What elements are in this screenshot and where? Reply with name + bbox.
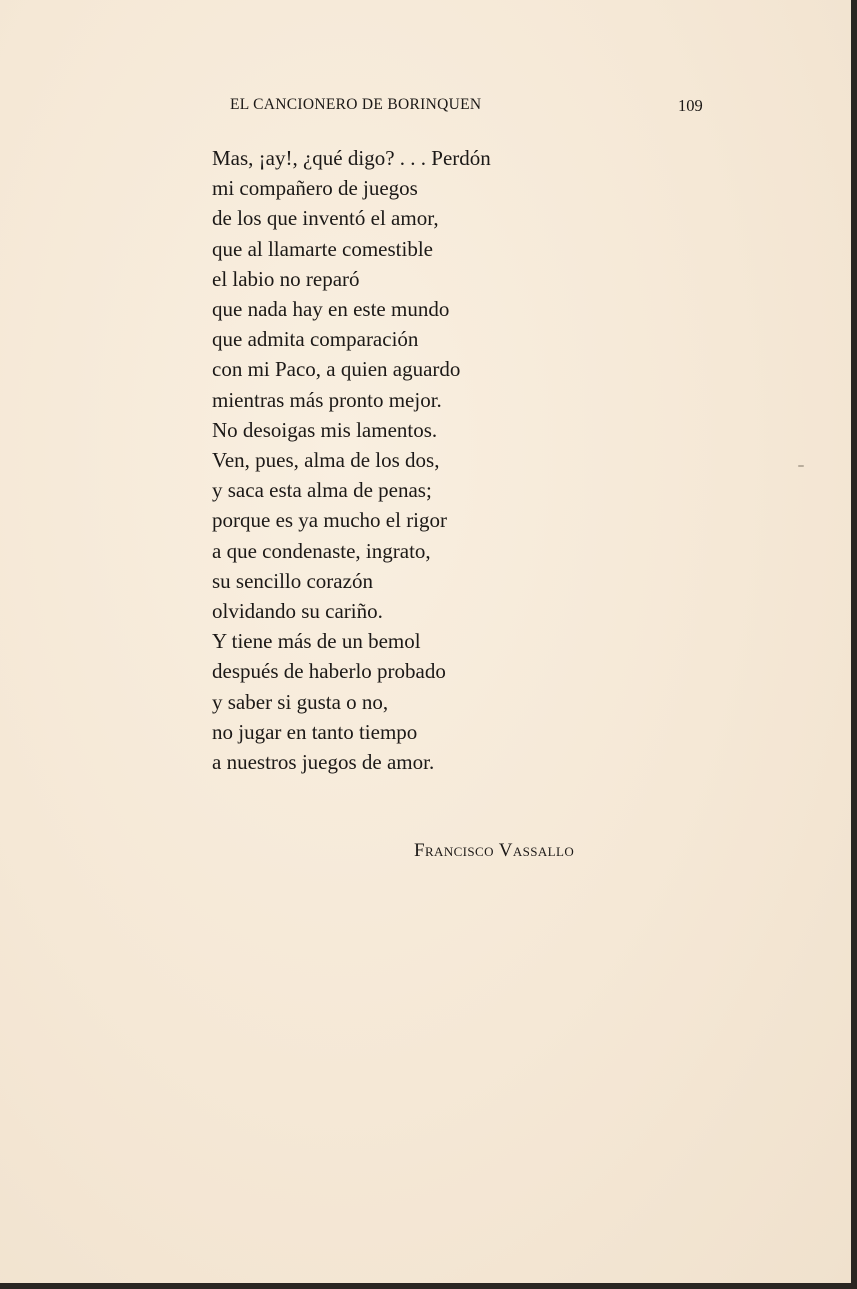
poem-line: olvidando su cariño. xyxy=(212,599,383,624)
poem-line: Ven, pues, alma de los dos, xyxy=(212,448,440,473)
page-number: 109 xyxy=(678,96,703,115)
poem-line: que al llamarte comestible xyxy=(212,236,433,261)
poem-line: a que condenaste, ingrato, xyxy=(212,538,431,563)
poem-line: que nada hay en este mundo xyxy=(212,297,450,322)
poem-line: a nuestros juegos de amor. xyxy=(212,750,435,775)
poem-line: y saca esta alma de penas; xyxy=(212,478,432,503)
paper-speck xyxy=(798,465,804,467)
poem-line: con mi Paco, a quien aguardo xyxy=(212,357,461,382)
poem xyxy=(212,143,491,777)
poem-line: Y tiene más de un bemol xyxy=(212,629,421,654)
running-title: EL CANCIONERO DE BORINQUEN xyxy=(230,96,482,113)
poem-line: su sencillo corazón xyxy=(212,568,373,593)
author-signature: Francisco Vassallo xyxy=(414,840,575,861)
poem-line: Mas, ¡ay!, ¿qué digo? . . . Perdón xyxy=(212,146,491,170)
poem-line: no jugar en tanto tiempo xyxy=(212,719,418,744)
poem-line: de los que inventó el amor, xyxy=(212,206,439,231)
poem-line: y saber si gusta o no, xyxy=(212,689,389,714)
poem-line: mientras más pronto mejor. xyxy=(212,387,442,412)
poem-line: que admita comparación xyxy=(212,327,419,352)
poem-line: mi compañero de juegos xyxy=(212,176,418,201)
poem-line: después de haberlo probado xyxy=(212,659,446,684)
poem-line: porque es ya mucho el rigor xyxy=(212,508,448,533)
poem-line: No desoigas mis lamentos. xyxy=(212,417,438,442)
poem-line: el labio no reparó xyxy=(212,266,360,291)
